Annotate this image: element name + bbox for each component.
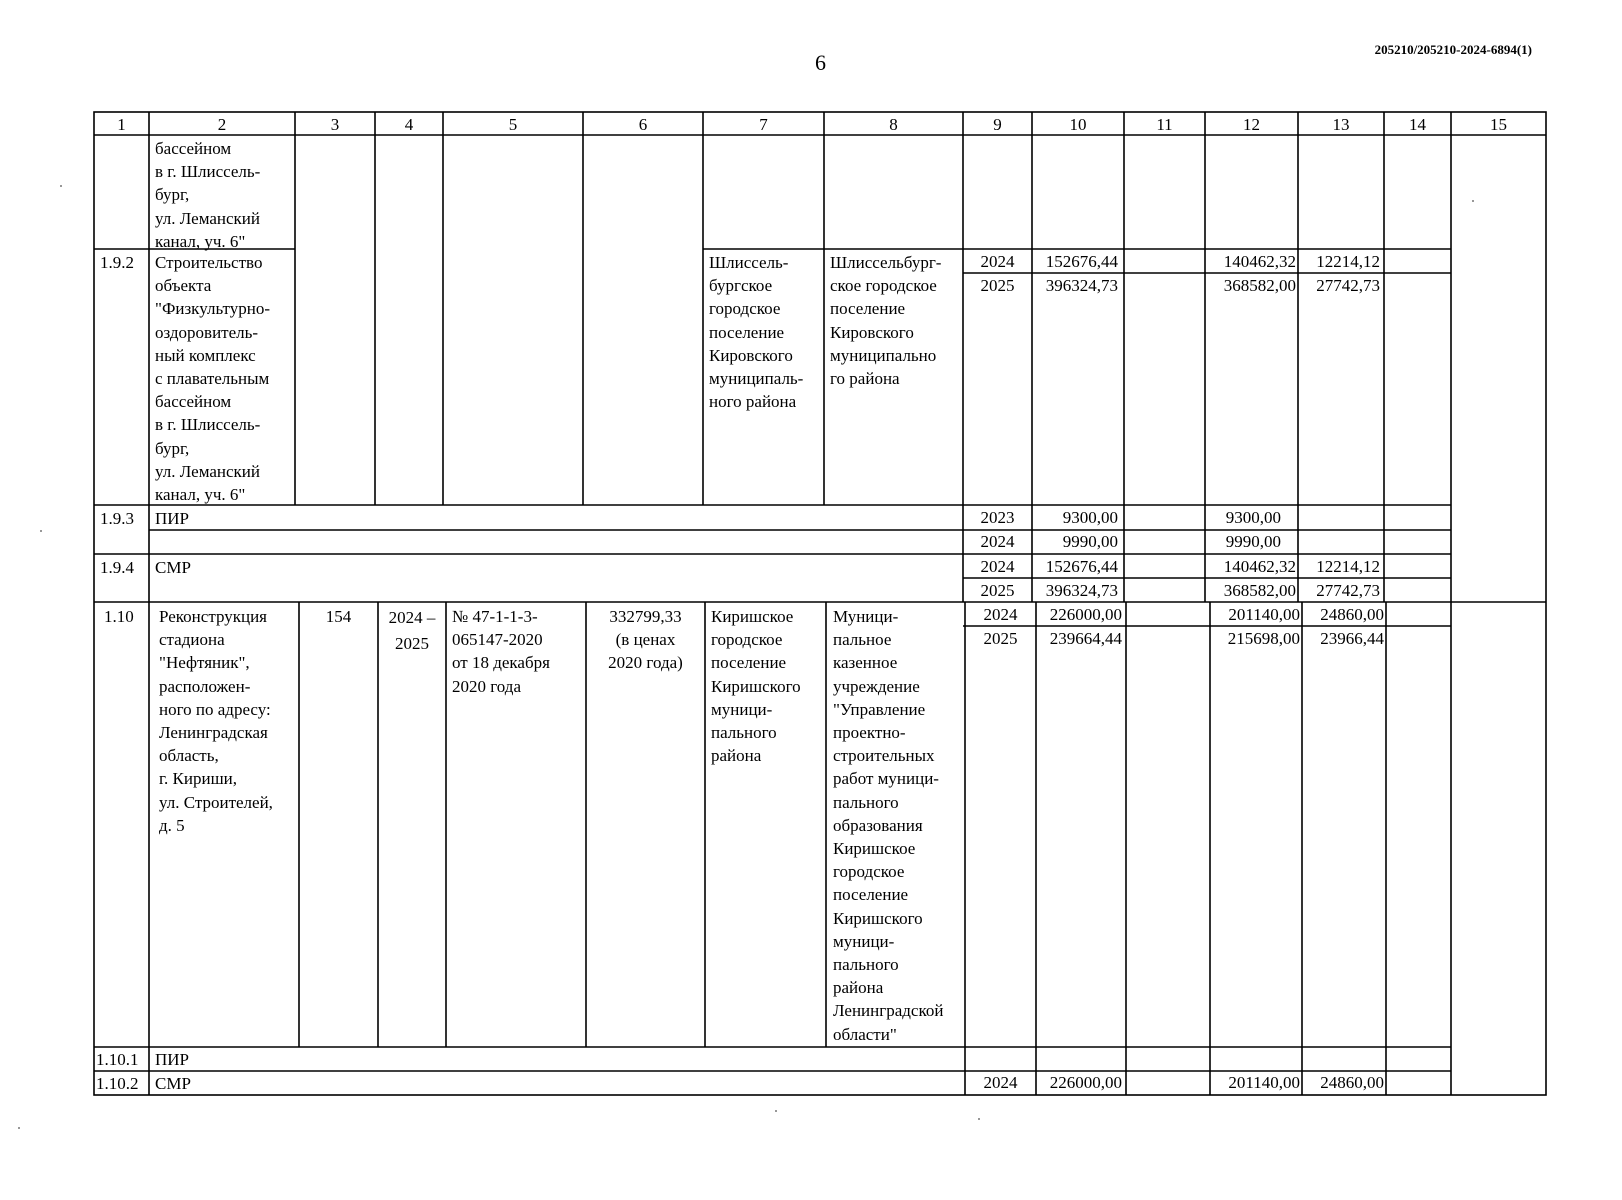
row-number: 1.9.3	[100, 509, 134, 528]
header-col-4: 4	[404, 115, 414, 134]
local-amount: 12214,12	[1316, 557, 1380, 576]
header-col-10: 10	[1069, 115, 1087, 134]
header-col-7: 7	[759, 115, 768, 134]
header-col-12: 12	[1243, 115, 1260, 134]
work-type: СМР	[155, 558, 191, 577]
total-amount: 396324,73	[1045, 581, 1118, 600]
local-amount: 27742,73	[1316, 581, 1380, 600]
object-name: Строительство объекта "Физкультурно- оздоровитель- ный комплекс с плавательным бассейном в г. Шлиссель- бург, ул. Леманский канал, уч. 6"	[155, 253, 271, 505]
total-amount: 9990,00	[1062, 532, 1118, 551]
regional-amount: 9990,00	[1225, 532, 1281, 551]
total-amount: 239664,44	[1049, 629, 1122, 648]
work-type: ПИР	[155, 509, 190, 528]
year: 2024	[980, 532, 1015, 551]
year: 2024	[983, 1073, 1018, 1092]
year: 2024	[980, 557, 1015, 576]
work-type: СМР	[155, 1074, 191, 1093]
header-col-5: 5	[508, 115, 518, 134]
total-amount: 152676,44	[1045, 557, 1118, 576]
header-col-1: 1	[117, 115, 126, 134]
row-number: 1.10	[104, 607, 134, 626]
regional-amount: 201140,00	[1228, 1073, 1300, 1092]
estimated-cost: 332799,33 (в ценах 2020 года)	[608, 607, 683, 673]
local-amount: 24860,00	[1320, 605, 1384, 624]
object-name: Реконструкция стадиона "Нефтяник", расположен- ного по адресу: Ленинградская область, г. Кириши, ул. Строителей, д. 5	[159, 607, 273, 835]
local-amount: 24860,00	[1320, 1073, 1384, 1092]
work-type: ПИР	[155, 1050, 190, 1069]
header-col-14: 14	[1409, 115, 1426, 134]
header-col-3: 3	[330, 115, 340, 134]
regional-amount: 140462,32	[1223, 252, 1296, 271]
header-col-11: 11	[1156, 115, 1173, 134]
year: 2025	[983, 629, 1018, 648]
period: 2024 – 2025	[388, 608, 436, 653]
header-col-9: 9	[993, 115, 1002, 134]
customer: Муници- пальное казенное учреждение "Управление проектно- строительных работ муници- пального образования Киришское городское поселение Киришского муници- пального района Ленинградской области"	[833, 607, 944, 1044]
total-amount: 226000,00	[1049, 1073, 1122, 1092]
scan-speck	[40, 530, 42, 532]
total-amount: 152676,44	[1045, 252, 1118, 271]
scan-speck	[775, 1110, 777, 1112]
header-col-2: 2	[217, 115, 227, 134]
header-col-13: 13	[1332, 115, 1350, 134]
total-amount: 396324,73	[1045, 276, 1118, 295]
year: 2025	[980, 276, 1015, 295]
municipality: Шлиссель- бургское городское поселение Кировского муниципаль- ного района	[709, 253, 804, 412]
year: 2024	[980, 252, 1015, 271]
year: 2024	[983, 605, 1018, 624]
regional-amount: 215698,00	[1227, 629, 1300, 648]
expertise-conclusion: № 47-1-1-3- 065147-2020 от 18 декабря 2020 года	[452, 607, 550, 696]
regional-amount: 368582,00	[1223, 581, 1296, 600]
document-id: 205210/205210-2024-6894(1)	[1374, 42, 1532, 57]
header-col-15: 15	[1490, 115, 1507, 134]
scan-speck	[1472, 200, 1474, 202]
year: 2023	[980, 508, 1015, 527]
header-col-6: 6	[638, 115, 648, 134]
year: 2025	[980, 581, 1015, 600]
total-amount: 226000,00	[1049, 605, 1122, 624]
scan-speck	[18, 1127, 20, 1129]
municipality: Киришское городское поселение Киришского муници- пального района	[711, 607, 801, 766]
total-amount: 9300,00	[1062, 508, 1118, 527]
local-amount: 27742,73	[1316, 276, 1380, 295]
row-number: 1.9.4	[100, 558, 134, 577]
row-number: 1.9.2	[100, 253, 134, 272]
regional-amount: 368582,00	[1223, 276, 1296, 295]
customer: Шлиссельбург- ское городское поселение Кировского муниципально го района	[830, 253, 942, 389]
page-number: 6	[815, 50, 826, 75]
capacity: 154	[325, 607, 352, 626]
row-number: 1.10.2	[96, 1074, 139, 1093]
local-amount: 12214,12	[1316, 252, 1380, 271]
row-number: 1.10.1	[96, 1050, 139, 1069]
scan-speck	[60, 185, 62, 187]
continued-object-name: бассейном в г. Шлиссель- бург, ул. Леманский канал, уч. 6"	[155, 139, 261, 251]
regional-amount: 140462,32	[1223, 557, 1296, 576]
header-col-8: 8	[889, 115, 898, 134]
regional-amount: 9300,00	[1225, 508, 1281, 527]
scan-speck	[978, 1118, 980, 1120]
local-amount: 23966,44	[1320, 629, 1384, 648]
regional-amount: 201140,00	[1228, 605, 1300, 624]
